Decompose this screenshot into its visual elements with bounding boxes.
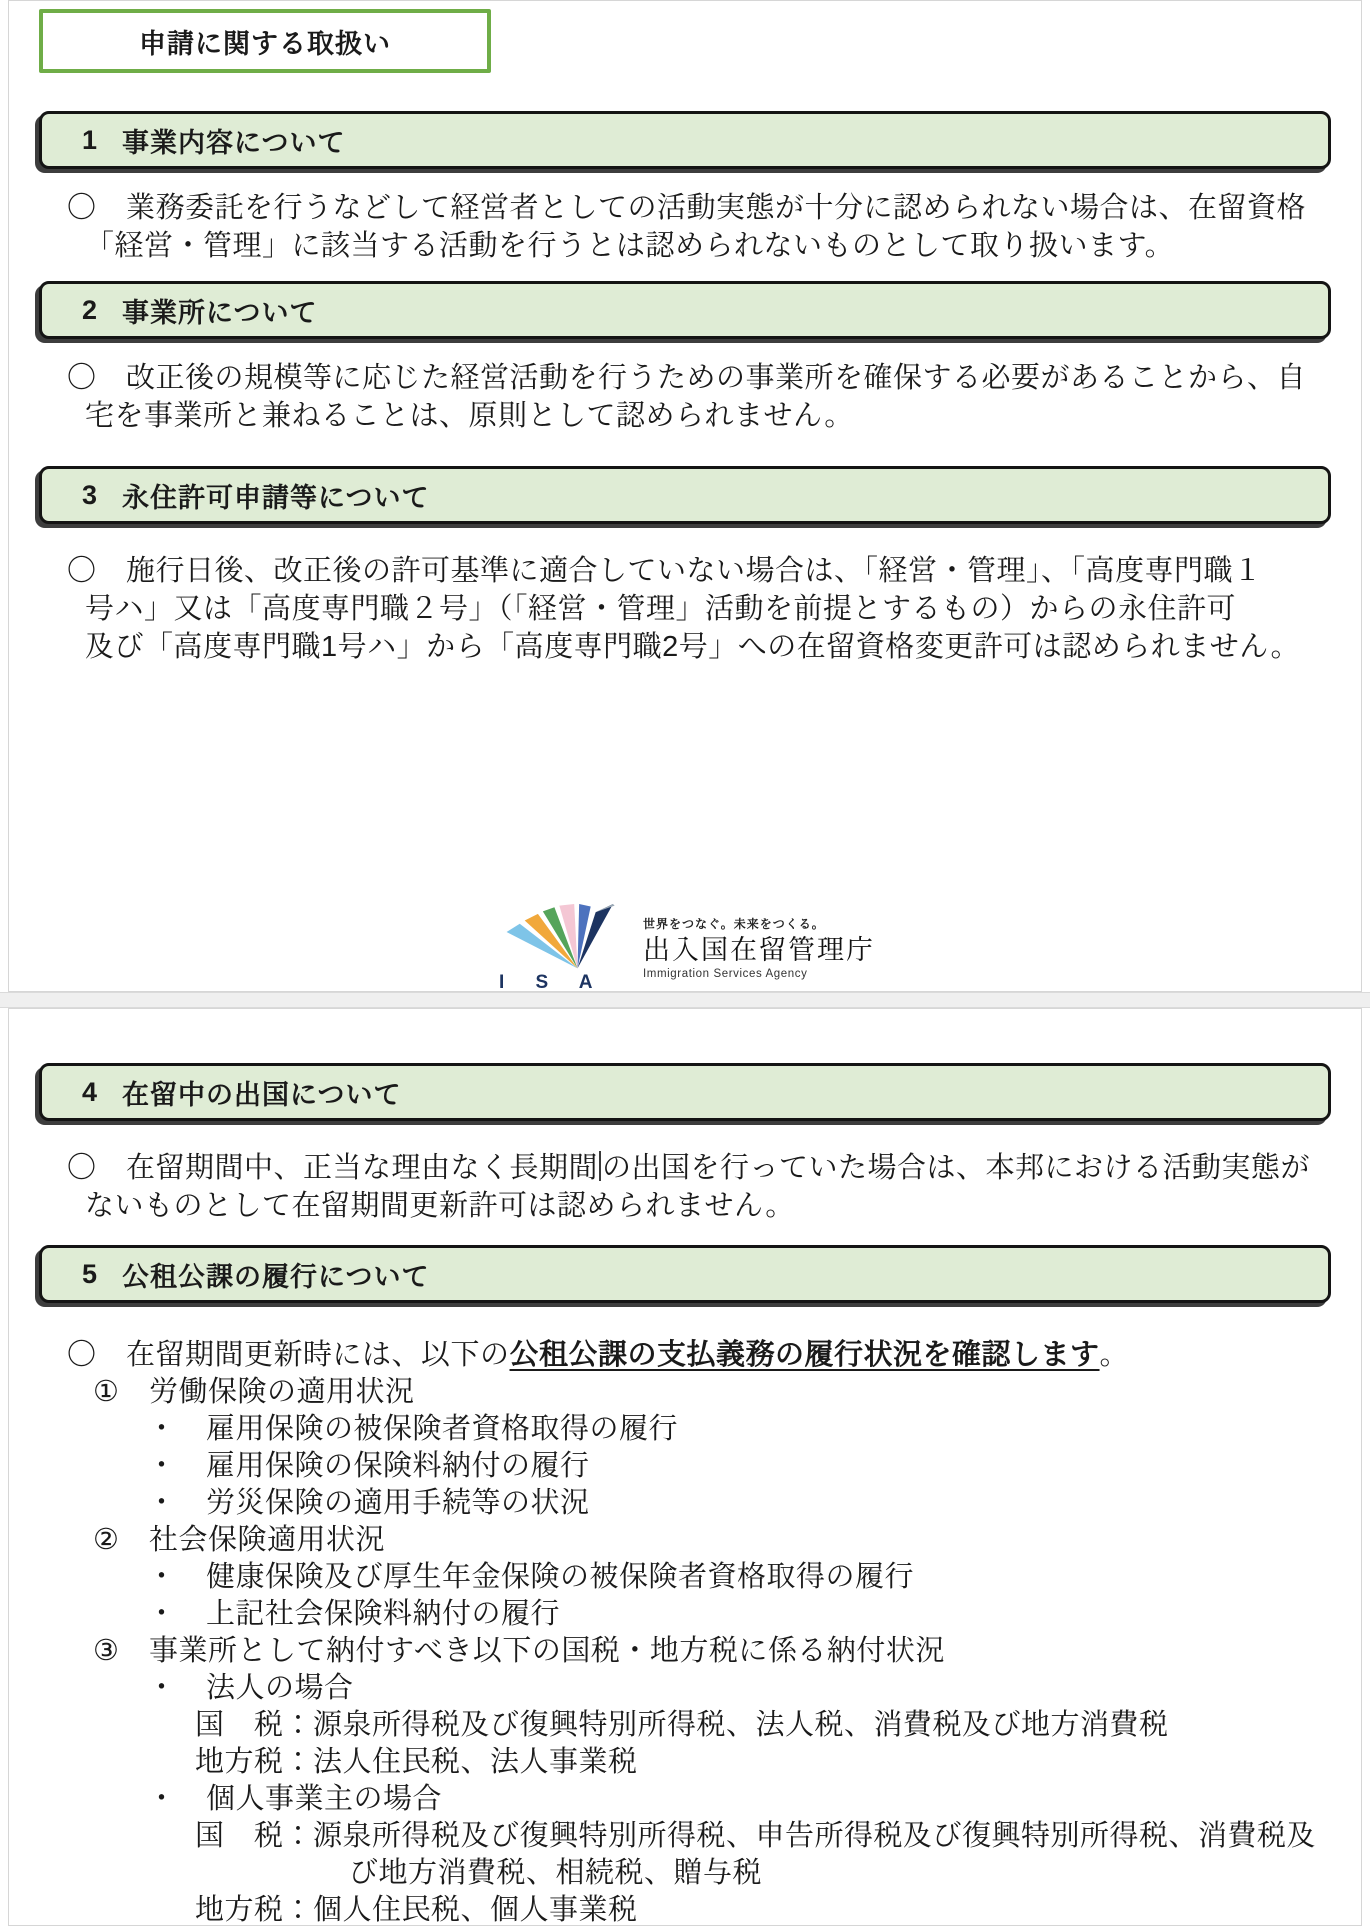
text-line: 〇 改正後の規模等に応じた経営活動を行うための事業所を確保する必要があることから、自 — [67, 362, 1307, 394]
text-line: 国 税：源泉所得税及び復興特別所得税、法人税、消費税及び地方消費税 — [195, 1709, 1169, 1741]
paragraph — [9, 189, 1361, 265]
paragraph — [9, 1337, 1361, 1926]
section-number: 3 — [82, 479, 99, 510]
text-segment: の出国を行っていた場合は、本邦における活動実態が — [602, 1152, 1311, 1184]
text-line: 〇 業務委託を行うなどして経営者としての活動実態が十分に認められない場合は、在留資格 — [67, 192, 1307, 224]
text-line: 号ハ」又は「高度専門職２号」（「経営・管理」活動を前提とするもの）からの永住許可 — [85, 593, 1237, 625]
text-line — [9, 1337, 1361, 1374]
document-title: 申請に関する取扱い — [139, 28, 391, 59]
page-1-content — [9, 111, 1361, 666]
isa-logo-text — [643, 917, 875, 981]
text-line — [9, 1149, 1361, 1187]
section-title: 公租公課の履行について — [122, 1261, 430, 1292]
text-line: ・ 雇用保険の保険料納付の履行 — [147, 1450, 590, 1482]
text-line: 国 税：源泉所得税及び復興特別所得税、申告所得税及び復興特別所得税、消費税及 — [195, 1820, 1317, 1852]
text-line: 地方税：法人住民税、法人事業税 — [195, 1746, 638, 1778]
text-line: ・ 上記社会保険料納付の履行 — [147, 1598, 561, 1630]
text-line: ・ 雇用保険の被保険者資格取得の履行 — [147, 1413, 679, 1445]
isa-letters: I S A — [499, 972, 606, 992]
text-cursor — [599, 1151, 601, 1181]
text-line: ③ 事業所として納付すべき以下の国税・地方税に係る納付状況 — [93, 1635, 945, 1667]
text-line: ② 社会保険適用状況 — [93, 1524, 385, 1556]
page-1 — [8, 0, 1362, 992]
text-line: 及び「高度専門職1号ハ」から「高度専門職2号」への在留資格変更許可は認められません。 — [85, 631, 1300, 663]
section-title: 在留中の出国について — [122, 1079, 402, 1110]
text-line: ① 労働保険の適用状況 — [93, 1376, 415, 1408]
paper-plane-icon — [495, 904, 627, 970]
text-line: ・ 個人事業主の場合 — [147, 1783, 443, 1815]
paragraph — [9, 552, 1361, 666]
paragraph — [9, 359, 1361, 435]
section-title: 事業内容について — [122, 127, 346, 158]
text-line: 宅を事業所と兼ねることは、原則として認められません。 — [85, 400, 854, 432]
isa-agency-name-en: Immigration Services Agency — [643, 967, 808, 980]
text-line: ・ 法人の場合 — [147, 1672, 354, 1704]
section-number: 5 — [82, 1258, 99, 1289]
document-title-box — [39, 9, 491, 73]
text-line: ないものとして在留期間更新許可は認められません。 — [85, 1190, 795, 1222]
text-line: 地方税：個人住民税、個人事業税 — [195, 1894, 638, 1926]
section-header-1 — [39, 111, 1331, 169]
text-segment: 。 — [1099, 1339, 1130, 1371]
section-title: 永住許可申請等について — [122, 482, 430, 513]
text-line: 〇 施行日後、改正後の許可基準に適合していない場合は、「経営・管理」、「高度専門職１ — [67, 555, 1263, 587]
text-segment: 〇 在留期間中、正当な理由なく長期間 — [67, 1152, 599, 1184]
text-line: び地方消費税、相続税、贈与税 — [349, 1857, 763, 1889]
text-segment: 〇 在留期間更新時には、以下の — [67, 1339, 510, 1371]
section-title: 事業所について — [122, 297, 318, 328]
isa-agency-name-ja: 出入国在留管理庁 — [643, 934, 875, 965]
text-line: ・ 労災保険の適用手続等の状況 — [147, 1487, 590, 1519]
section-header-2 — [39, 281, 1331, 339]
isa-logo — [495, 904, 875, 992]
isa-tagline: 世界をつなぐ。未来をつくる。 — [643, 916, 825, 931]
emphasized-text: 公租公課の支払義務の履行状況を確認します — [509, 1339, 1100, 1371]
page-2 — [8, 1008, 1362, 1926]
section-header-5 — [39, 1245, 1331, 1303]
section-number: 4 — [82, 1076, 99, 1107]
page-2-content — [9, 1063, 1361, 1926]
section-header-4 — [39, 1063, 1331, 1121]
text-line: 「経営・管理」に該当する活動を行うとは認められないものとして取り扱います。 — [85, 230, 1175, 262]
paragraph — [9, 1149, 1361, 1225]
isa-logo-mark — [495, 904, 627, 992]
section-number: 2 — [82, 294, 99, 325]
page-divider — [0, 992, 1370, 1008]
section-number: 1 — [82, 124, 99, 155]
section-header-3 — [39, 466, 1331, 524]
text-line: ・ 健康保険及び厚生年金保険の被保険者資格取得の履行 — [147, 1561, 915, 1593]
